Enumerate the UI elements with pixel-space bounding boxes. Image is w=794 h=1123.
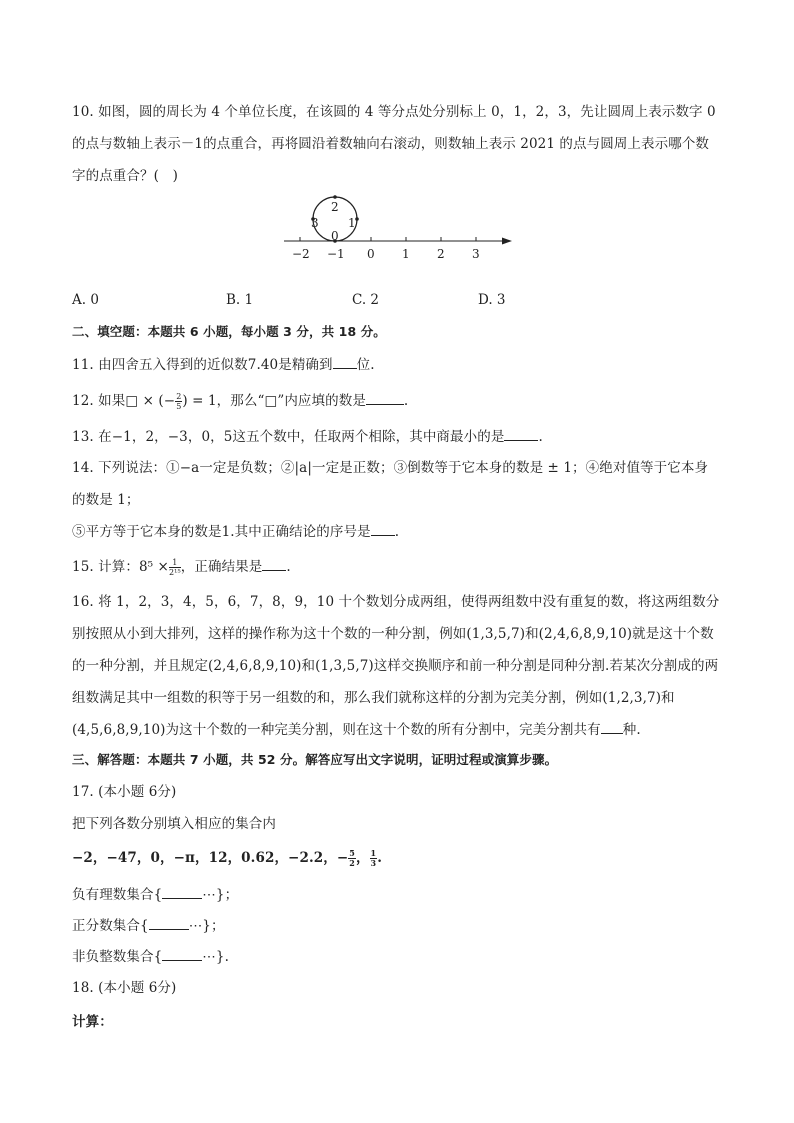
q15	[72, 556, 291, 577]
section-2-heading: 二、填空题：本题共 6 小题，每小题 3 分，共 18 分。	[72, 324, 386, 339]
q16-answer-blank[interactable]	[601, 719, 623, 734]
q17-set-2	[72, 915, 225, 936]
q17-end: .	[377, 850, 383, 866]
q17-comma: ，	[355, 850, 370, 866]
q12-pre: 12. 如果□ × (−	[72, 393, 176, 409]
q17-numbers	[72, 848, 382, 868]
q15-frac-num: 1	[169, 558, 181, 568]
q11-tail: 位.	[356, 357, 375, 373]
q18-heading: 18. (本小题 6分)	[72, 980, 177, 996]
q13-tail: .	[538, 429, 543, 445]
tick-label: 1	[402, 247, 410, 261]
q17-instruction: 把下列各数分别填入相应的集合内	[72, 816, 276, 832]
q16-line-5-text: (4,5,6,8,9,10)为这十个数的一种完美分割，则在这十个数的所有分割中，完美分割共有	[72, 722, 601, 738]
q13-answer-blank[interactable]	[504, 426, 538, 441]
circle-label-right: 1	[348, 216, 356, 230]
q16-line-2: 别按照从小到大排列，这样的操作称为这十个数的一种分割，例如(1,3,5,7)和(2,4,6,8,9,10)就是这十个数	[72, 626, 714, 642]
q17-set-3	[72, 946, 229, 967]
q15-tail: .	[286, 559, 291, 575]
q10-line-2: 的点与数轴上表示－1的点重合，再将圆沿着数轴向右滚动，则数轴上表示 2021 的点与圆周上表示哪个数	[72, 136, 710, 152]
q17-set1-blank[interactable]	[162, 884, 202, 899]
q15-post: ，正确结果是	[180, 559, 263, 575]
q17-set3-end: ⋯}.	[202, 949, 229, 965]
circle-number-line-figure	[280, 188, 520, 268]
q17-set-1	[72, 884, 238, 905]
q17-frac2-num: 1	[370, 848, 377, 858]
tick-label: −1	[327, 247, 345, 261]
q17-set3-blank[interactable]	[162, 946, 202, 961]
q14-line-3	[72, 521, 399, 542]
q17-frac1-num: 5	[349, 848, 355, 858]
tick-label: 2	[437, 247, 445, 261]
circle-label-left: 3	[311, 216, 319, 230]
q11-answer-blank[interactable]	[333, 354, 357, 369]
q15-answer-blank[interactable]	[262, 556, 286, 571]
q17-numbers-list: −2，−47，0，−π，12，0.62，−2.2，−	[72, 850, 349, 866]
q14-line-3-text: ⑤平方等于它本身的数是1.其中正确结论的序号是	[72, 524, 371, 540]
option-a[interactable]: A. 0	[72, 292, 99, 308]
q17-set2-blank[interactable]	[149, 915, 189, 930]
option-b[interactable]: B. 1	[226, 292, 254, 308]
q16-line-5	[72, 719, 641, 740]
q11	[72, 354, 375, 375]
q17-set3-label: 非负整数集合{	[72, 949, 163, 965]
q13-text: 13. 在−1，2，−3，0，5这五个数中，任取两个相除，其中商最小的是	[72, 429, 505, 445]
q17-heading: 17. (本小题 6分)	[72, 784, 177, 800]
q17-fraction-1	[348, 849, 356, 868]
q15-pre: 15. 计算：8⁵ ×	[72, 559, 169, 575]
q14-tail: .	[394, 524, 400, 540]
tick-label: 3	[472, 247, 480, 261]
number-line-arrow-icon	[502, 238, 512, 245]
q17-set1-end: ⋯}；	[202, 887, 239, 903]
q10-line-3: 字的点重合？( )	[72, 168, 178, 184]
circle-label-top: 2	[331, 200, 339, 214]
q17-set2-label: 正分数集合{	[72, 918, 149, 934]
q12-tail: .	[403, 393, 409, 409]
tick-label: 0	[367, 247, 375, 261]
tick-label: −2	[292, 247, 310, 261]
q16-line-3: 的一种分割，并且规定(2,4,6,8,9,10)和(1,3,5,7)这样交换顺序和前一种分割是同种分割.若某次分割成的两	[72, 658, 719, 674]
q10-line-1: 10. 如图，圆的周长为 4 个单位长度，在该圆的 4 等分点处分别标上 0，1，2，3，先让圆周上表示数字 0	[72, 104, 716, 120]
circle-point-top	[333, 195, 337, 199]
q11-text: 11. 由四舍五入得到的近似数7.40是精确到	[72, 357, 333, 373]
q16-tail: 种.	[622, 722, 641, 738]
q18-text: 计算：	[72, 1014, 113, 1030]
q16-line-4: 组数满足其中一组数的积等于另一组数的和，那么我们就称这样的分割为完美分割，例如(1,2,3,7)和	[72, 690, 675, 706]
q13	[72, 426, 543, 447]
q17-frac1-den: 2	[349, 858, 355, 868]
q17-set1-label: 负有理数集合{	[72, 887, 163, 903]
option-d[interactable]: D. 3	[478, 292, 506, 308]
q14-line-1: 14. 下列说法：①−a一定是负数；②|a|一定是正数；③倒数等于它本身的数是 ± 1；④绝对值等于它本身	[72, 460, 709, 476]
option-c[interactable]: C. 2	[352, 292, 380, 308]
circle-label-bottom: 0	[331, 229, 339, 243]
q17-frac2-den: 3	[370, 858, 377, 868]
q12-post: ) = 1，那么“□”内应填的数是	[182, 393, 366, 409]
q12	[72, 390, 408, 411]
section-3-heading: 三、解答题：本题共 7 小题，共 52 分。解答应写出文字说明，证明过程或演算步骤。	[72, 752, 558, 767]
q14-answer-blank[interactable]	[371, 521, 395, 536]
q12-frac-den: 5	[176, 402, 182, 411]
q15-frac-den: 2¹⁵	[168, 568, 181, 577]
q15-fraction	[169, 558, 181, 577]
circle-point-right	[355, 217, 359, 221]
q16-line-1: 16. 将 1，2，3，4，5，6，7，8，9，10 十个数划分成两组，使得两组数中没有重复的数，将这两组数分	[72, 594, 720, 610]
q12-answer-blank[interactable]	[366, 390, 404, 405]
q14-line-2: 的数是 1；	[72, 492, 140, 508]
q17-set2-end: ⋯}；	[188, 918, 225, 934]
q12-frac-num: 2	[176, 392, 182, 401]
